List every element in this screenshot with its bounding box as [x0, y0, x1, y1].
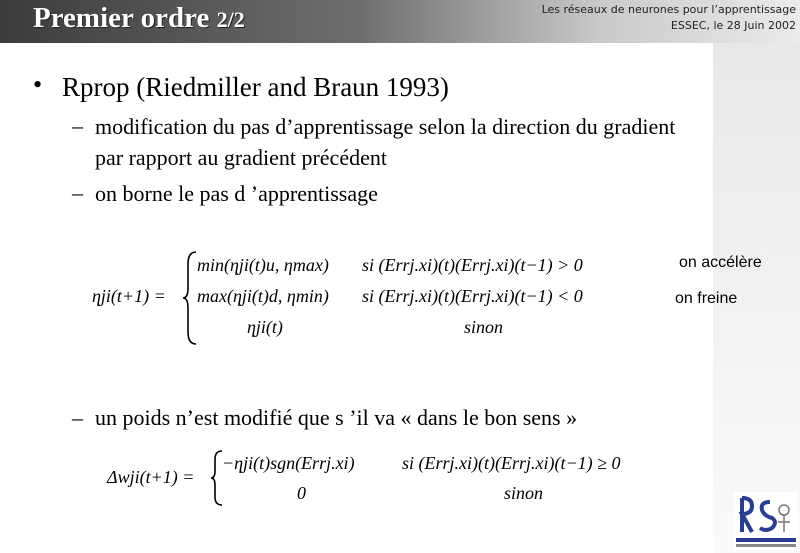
bullet-icon: •: [33, 70, 43, 99]
eq1-row3-expr: ηji(t): [247, 317, 283, 337]
course-title: Les réseaux de neurones pour l’apprentissage: [541, 3, 796, 16]
eq2-row1-expr: −ηji(t)sgn(Errj.xi): [222, 453, 355, 473]
eq1-row1-expr: min(ηji(t)u, ηmax): [197, 255, 329, 275]
eq2-row1-cond: si (Errj.xi)(t)(Errj.xi)(t−1) ≥ 0: [402, 453, 621, 473]
eq1-row2-expr: max(ηji(t)d, ηmin): [197, 286, 329, 306]
eq1-row1-cond: si (Errj.xi)(t)(Errj.xi)(t−1) > 0: [362, 255, 583, 275]
dash-icon: –: [72, 113, 83, 138]
eq2-row2-expr: 0: [297, 483, 306, 503]
sub-item-bon-sens: un poids n’est modifié que s ’il va « dans le bon sens »: [95, 405, 578, 430]
eq1-row3-cond: sinon: [464, 317, 504, 337]
eq1-brace: [182, 250, 198, 346]
bullet-rprop: Rprop (Riedmiller and Braun 1993): [62, 72, 449, 102]
note-accelere: on accélère: [679, 254, 762, 271]
dash-icon: –: [72, 180, 83, 205]
slide-page-number: 2/2: [216, 7, 245, 32]
sub-item-modification: modification du pas d’apprentissage selon la direction du gradient par rapport au gradient précédent: [95, 114, 676, 170]
venue-date: ESSEC, le 28 Juin 2002: [670, 19, 796, 32]
note-freine: on freine: [675, 290, 738, 307]
dash-icon: –: [72, 405, 83, 430]
slide-title: Premier ordre 2/2: [33, 2, 245, 34]
slide-header: [0, 0, 800, 43]
sub-item-borne: on borne le pas d ’apprentissage: [95, 181, 378, 206]
eq1-row2-cond: si (Errj.xi)(t)(Errj.xi)(t−1) < 0: [362, 286, 583, 306]
eq1-lhs: ηji(t+1) =: [92, 286, 166, 306]
institution-logo: [734, 492, 798, 550]
eq2-row2-cond: sinon: [504, 483, 544, 503]
eq2-lhs: Δwji(t+1) =: [107, 467, 195, 487]
